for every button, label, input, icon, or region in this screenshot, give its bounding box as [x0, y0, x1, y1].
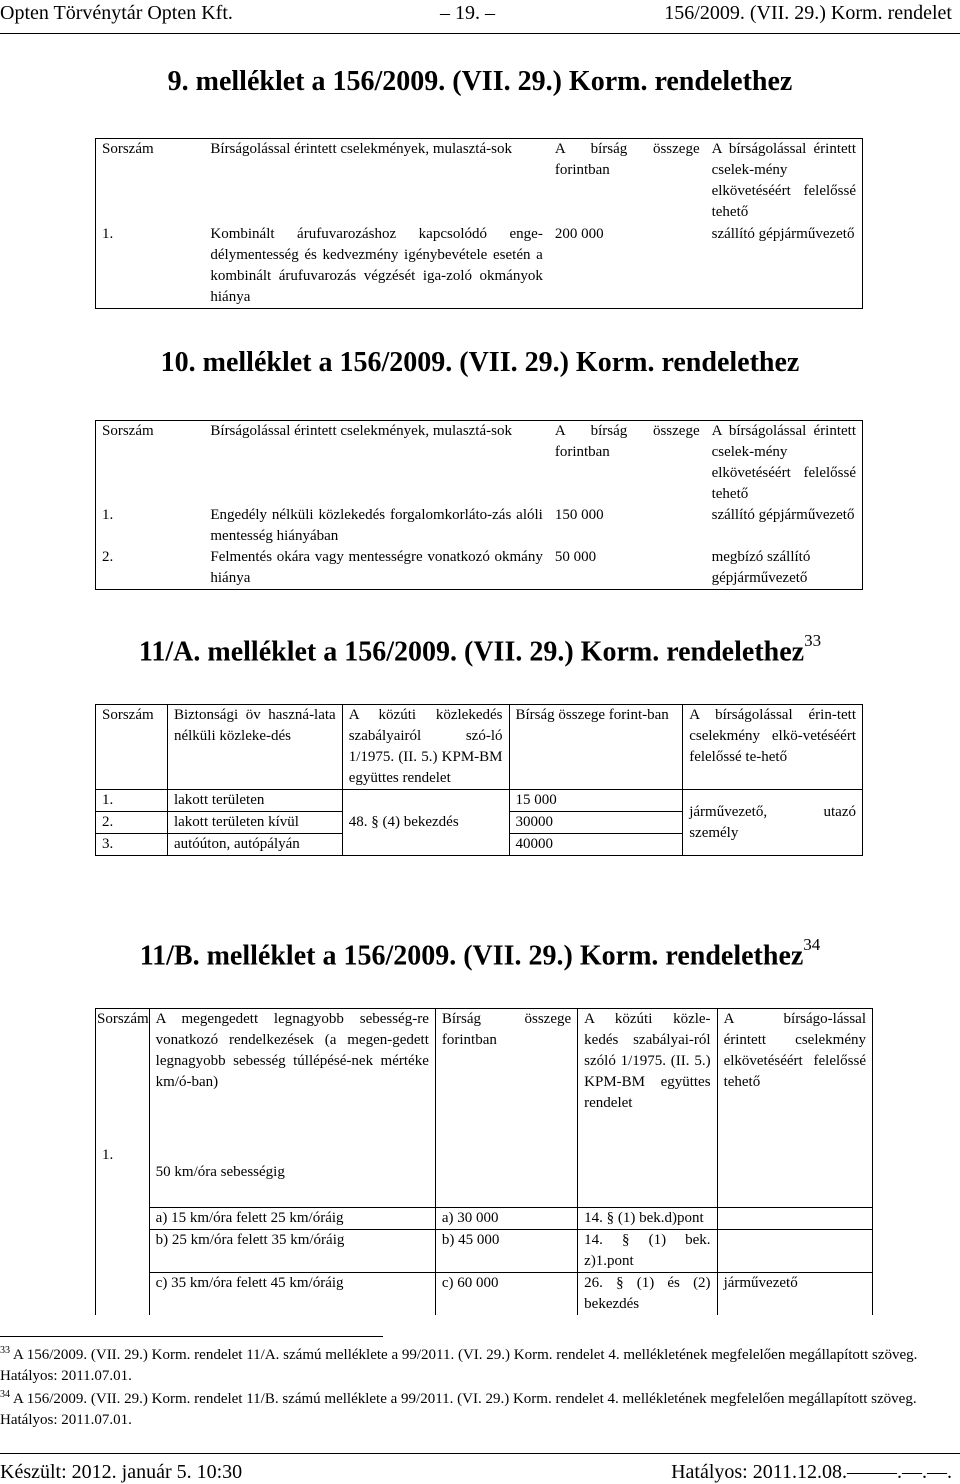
subrow-responsible: járművezető: [717, 1272, 872, 1315]
col-header-responsible: A bírságolással érintett cselek-mény elkövetéséért felelőssé tehető: [711, 141, 856, 220]
empty-cell: [96, 1229, 150, 1272]
annex9-table: [95, 138, 863, 309]
col-header-number: Sorszám: [102, 141, 154, 157]
header-document-title: 156/2009. (VII. 29.) Korm. rendelet: [664, 2, 952, 24]
row-responsible: szállító gépjárművezető: [711, 226, 855, 242]
row-amount: 150 000: [554, 507, 604, 523]
empty-cell: [717, 1114, 872, 1187]
law-reference: 48. § (4) bekezdés: [342, 790, 509, 856]
footer-rule: [0, 1453, 960, 1454]
footnote-33: [0, 1340, 960, 1387]
table-header-row: [96, 705, 863, 790]
col-header-amount: Bírság összege forint-ban: [509, 705, 683, 790]
table-row: [96, 1207, 873, 1229]
row-amount: 15 000: [509, 790, 683, 812]
row-description: Felmentés okára vagy mentességre vonatkozó okmány hiánya: [210, 549, 543, 586]
row-responsible: megbízó szállító gépjárművezető: [711, 549, 811, 586]
subrow-description: c) 35 km/óra felett 45 km/óráig: [149, 1272, 435, 1315]
spacer-row: [96, 1187, 873, 1207]
subrow-responsible: [717, 1229, 872, 1272]
empty-cell: [435, 1114, 577, 1187]
col-header-number: Sorszám: [96, 705, 168, 790]
row-number: 2.: [96, 812, 168, 834]
subrow-responsible: [717, 1207, 872, 1229]
col-header-amount: Bírság összege forintban: [435, 1009, 577, 1115]
page-header: [0, 0, 960, 26]
row-amount: 30000: [509, 812, 683, 834]
row-description: lakott területen kívül: [167, 812, 342, 834]
annex11b-table: [95, 1008, 873, 1315]
row-amount: 50 000: [554, 549, 597, 565]
col-header-regulation: A közúti közlekedés szabályairól szó-ló 1/1975. (II. 5.) KPM-BM együttes rendelet: [342, 705, 509, 790]
footnote-number: 33: [0, 1345, 10, 1356]
table-row: [96, 1229, 873, 1272]
footer-created: Készült: 2012. január 5. 10:30: [0, 1461, 243, 1483]
footnote-rule: [0, 1336, 383, 1337]
empty-cell: [717, 1187, 872, 1207]
annex11a-title-text: 11/A. melléklet a 156/2009. (VII. 29.) Korm. rendelethez: [138, 636, 805, 668]
row-description: Kombinált árufuvarozáshoz kapcsolódó enge-délymentesség és kedvezmény igénybevétele esetén a kombinált árufuvarozás végzését iga-zoló okmányok hiánya: [210, 226, 543, 305]
table-row: [96, 1272, 873, 1315]
footnote-number: 34: [0, 1389, 10, 1400]
col-header-number: Sorszám: [96, 1009, 150, 1115]
annex11a-table: [95, 704, 863, 856]
footnote-34: [0, 1384, 960, 1431]
table-row: [96, 505, 863, 547]
table-header-row: [96, 421, 863, 506]
row-number: 1.: [102, 507, 114, 523]
subrow-law-reference: 14. § (1) bek.d)pont: [578, 1207, 717, 1229]
row-description: Engedély nélküli közlekedés forgalomkorláto-zás alóli mentesség hiányában: [210, 507, 543, 544]
empty-cell: [149, 1187, 435, 1207]
subrow-law-reference: 26. § (1) és (2) bekezdés: [578, 1272, 717, 1315]
table-header-row: [96, 1009, 873, 1115]
empty-cell: [96, 1207, 150, 1229]
annex11b-title: [0, 932, 960, 973]
row-description: autóúton, autópályán: [167, 834, 342, 856]
empty-cell: [96, 1272, 150, 1315]
col-header-description: Biztonsági öv haszná-lata nélküli közleke-dés: [167, 705, 342, 790]
subrow-description: b) 25 km/óra felett 35 km/óráig: [149, 1229, 435, 1272]
row-amount: 40000: [509, 834, 683, 856]
table-row: [96, 790, 863, 812]
row-number: 2.: [102, 549, 114, 565]
row-description: 50 km/óra sebességig: [149, 1114, 435, 1187]
row-number: 1.: [96, 790, 168, 812]
table-header-row: [96, 139, 863, 225]
empty-cell: [578, 1187, 717, 1207]
annex10-table: [95, 420, 863, 590]
col-header-offences: Bírságolással érintett cselekmények, mulasztá-sok: [210, 141, 512, 157]
header-page-number: – 19. –: [440, 2, 495, 24]
annex9-title: 9. melléklet a 156/2009. (VII. 29.) Korm. rendelethez: [167, 66, 793, 97]
row-description: lakott területen: [167, 790, 342, 812]
annex11a-title: [0, 628, 960, 669]
row-amount: 200 000: [554, 226, 604, 242]
table-row: [96, 547, 863, 590]
col-header-responsible: A bírságolással érin-tett cselekmény elkö-vetéséért felelőssé te-hető: [683, 705, 863, 790]
subrow-amount: b) 45 000: [435, 1229, 577, 1272]
empty-cell: [96, 1187, 150, 1207]
table-row: [96, 224, 863, 309]
subrow-amount: c) 60 000: [435, 1272, 577, 1315]
responsible-person: járművezető, utazó személy: [683, 790, 863, 856]
footnote-text: A 156/2009. (VII. 29.) Korm. rendelet 11/B. számú melléklete a 99/2011. (VI. 29.) Korm. rendelet 4. mellékletének megfelelően megállapított szöveg. Hatályos: 2011.07.01.: [0, 1391, 917, 1428]
footnote-ref-33[interactable]: 33: [804, 631, 822, 650]
col-header-amount: A bírság összege forintban: [554, 423, 700, 460]
col-header-description: A megengedett legnagyobb sebesség-re vonatkozó rendelkezések (a megen-gedett legnagyobb sebesség túllépésé-nek mértéke km/ó-ban): [149, 1009, 435, 1115]
col-header-responsible: A bírságolással érintett cselek-mény elkövetéséért felelőssé tehető: [711, 423, 856, 502]
row-responsible: szállító gépjárművezető: [711, 507, 855, 523]
annex11b-title-text: 11/B. melléklet a 156/2009. (VII. 29.) Korm. rendelethez: [139, 940, 804, 972]
subrow-description: a) 15 km/óra felett 25 km/óráig: [149, 1207, 435, 1229]
empty-cell: [578, 1114, 717, 1187]
footer-effective: Hatályos: 2011.12.08.–––––.––.––.: [671, 1461, 952, 1483]
footnote-ref-34[interactable]: 34: [803, 935, 821, 954]
row-number: 1.: [102, 226, 114, 242]
subrow-amount: a) 30 000: [435, 1207, 577, 1229]
col-header-regulation: A közúti közle-kedés szabályai-ról szóló 1/1975. (II. 5.) KPM-BM együttes rendelet: [578, 1009, 717, 1115]
subrow-law-reference: 14. § (1) bek. z)1.pont: [578, 1229, 717, 1272]
row-number: 1.: [96, 1114, 150, 1187]
row-number: 3.: [96, 834, 168, 856]
annex10-title: 10. melléklet a 156/2009. (VII. 29.) Korm. rendelethez: [160, 347, 800, 378]
col-header-responsible: A bírságo-lással érintett cselekmény elkövetéséért felelőssé tehető: [717, 1009, 872, 1115]
col-header-amount: A bírság összege forintban: [554, 141, 700, 178]
footnote-text: A 156/2009. (VII. 29.) Korm. rendelet 11/A. számú melléklete a 99/2011. (VI. 29.) Korm. rendelet 4. mellékletének megfelelően megállapított szöveg. Hatályos: 2011.07.01.: [0, 1347, 918, 1384]
col-header-offences: Bírságolással érintett cselekmények, mulasztá-sok: [210, 423, 512, 439]
header-rule: [0, 33, 960, 34]
header-publisher: Opten Törvénytár Opten Kft.: [0, 2, 233, 24]
col-header-number: Sorszám: [102, 423, 154, 439]
empty-cell: [435, 1187, 577, 1207]
table-row: [96, 1114, 873, 1187]
